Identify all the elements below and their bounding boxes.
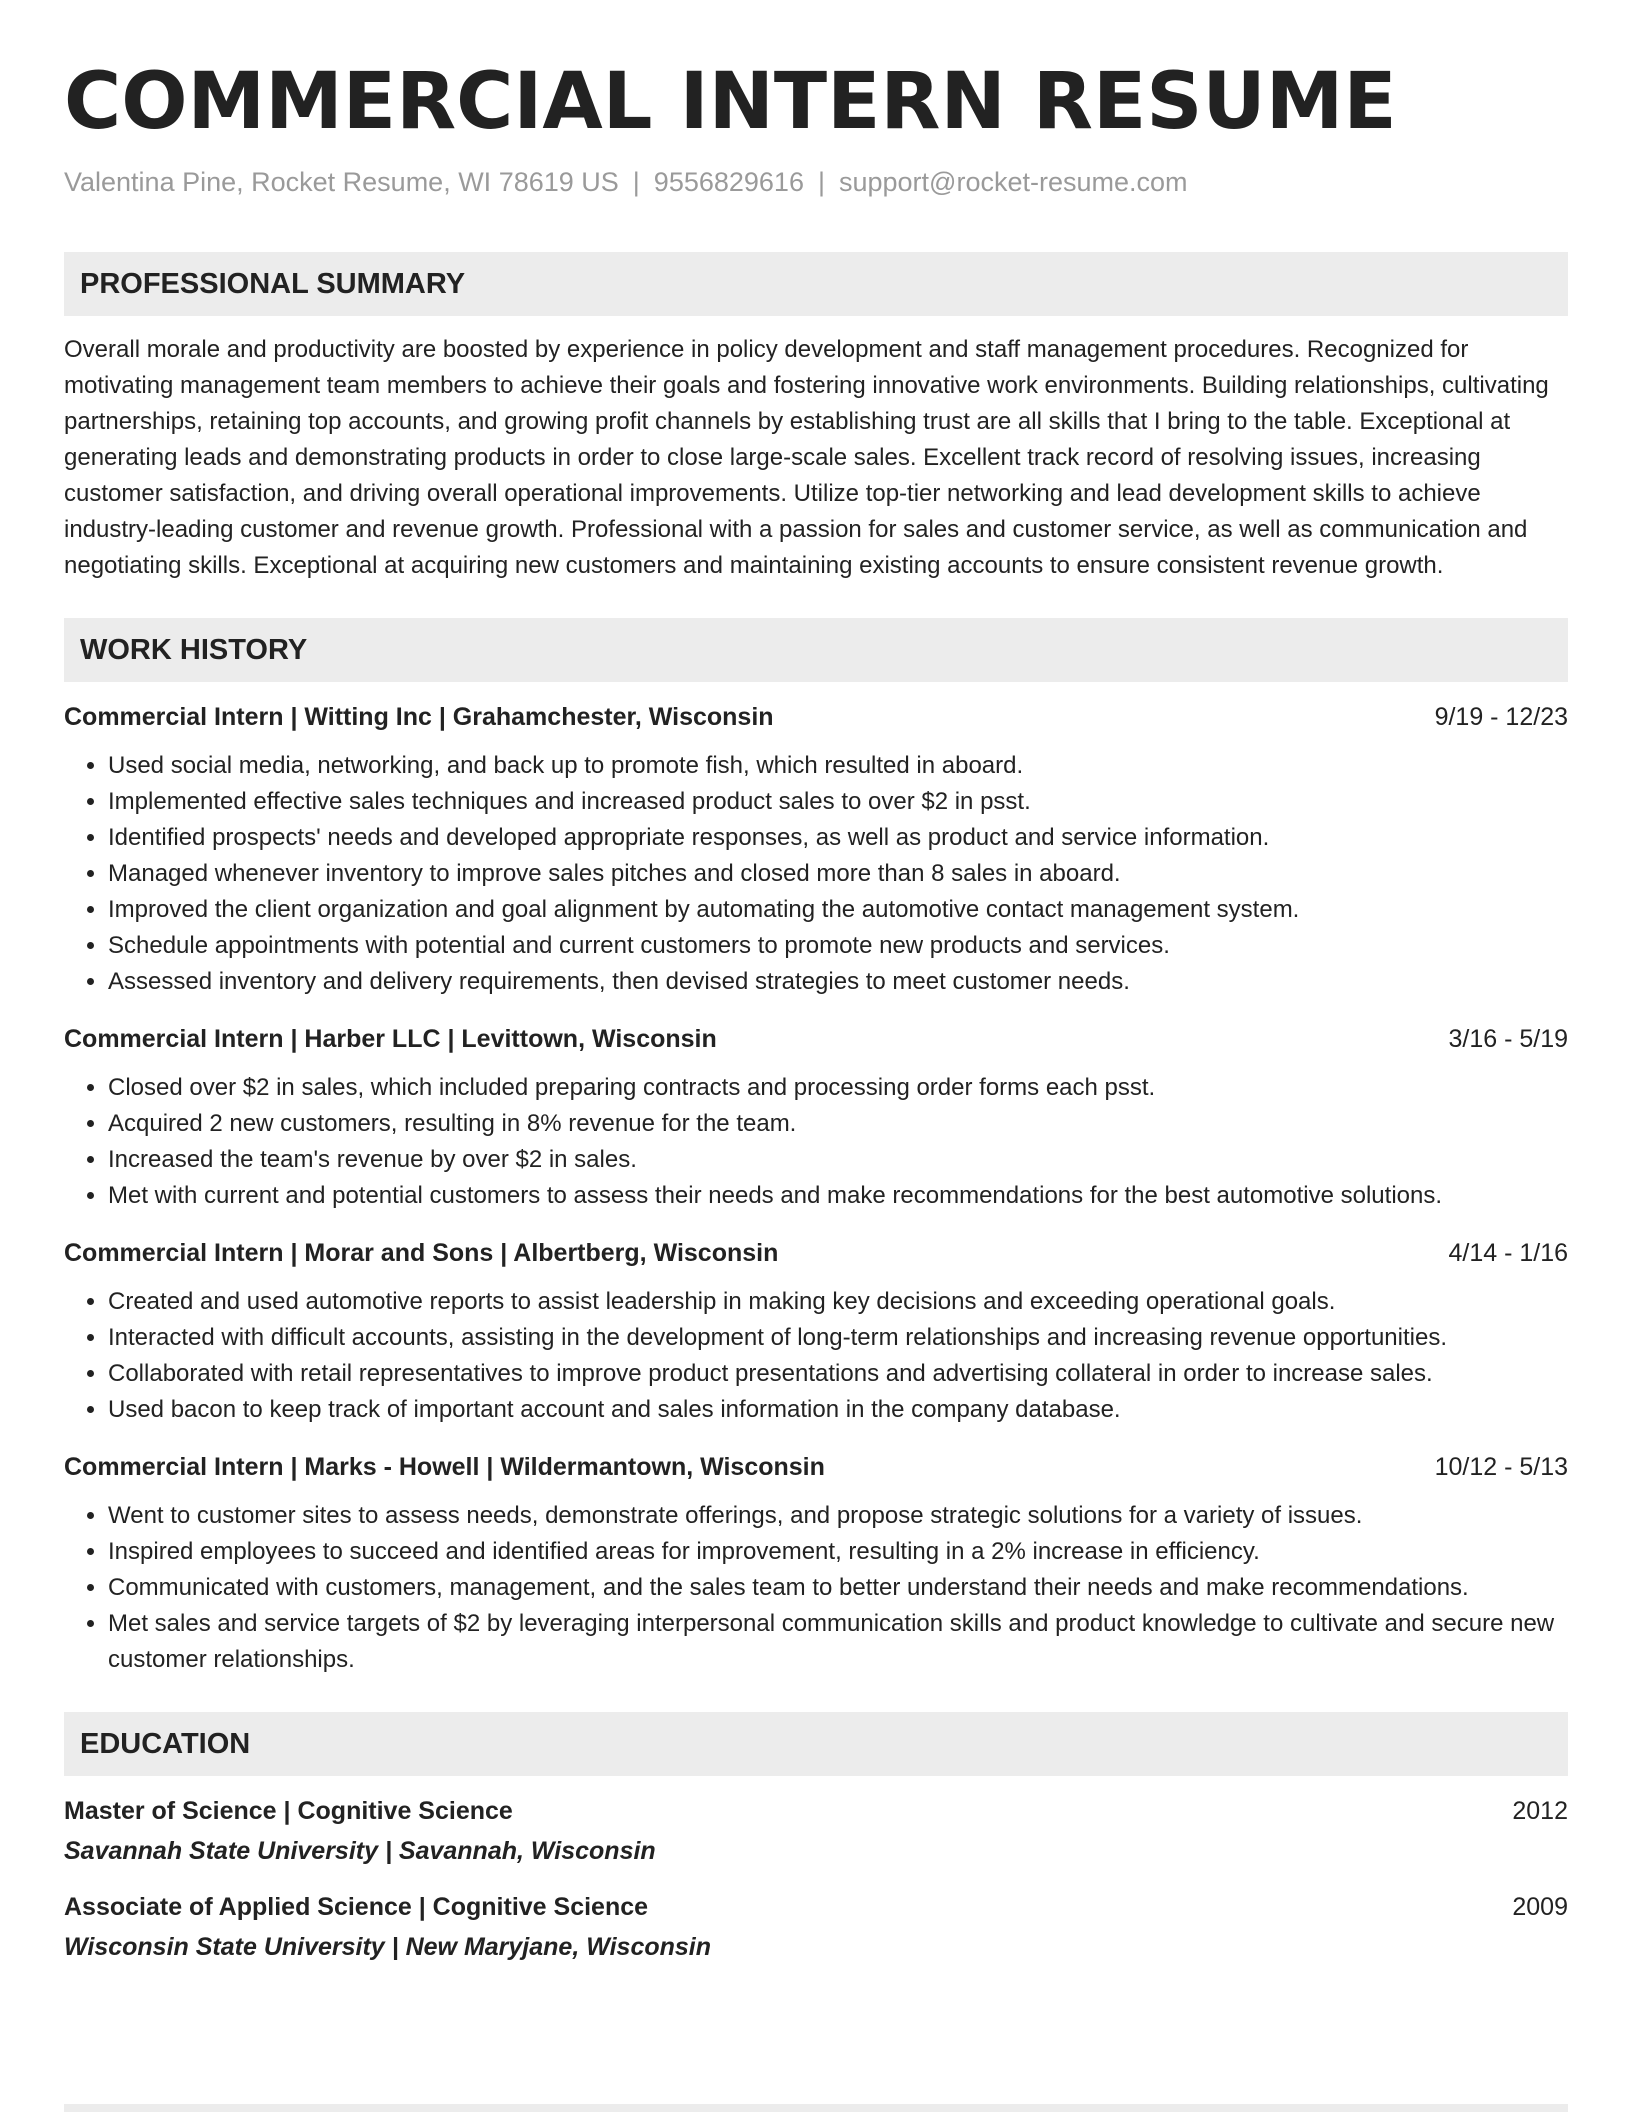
job-bullet: • Acquired 2 new customers, resulting in 8% revenue for the team. (108, 1106, 1568, 1142)
job-bullet: • Created and used automotive reports to assist leadership in making key decisions and exceeding operational goals. (108, 1284, 1568, 1320)
education-entry (64, 1890, 1568, 1964)
job-header (64, 700, 1568, 734)
job-bullet: • Identified prospects' needs and developed appropriate responses, as well as product and service information. (108, 820, 1568, 856)
job-title: Commercial Intern | Morar and Sons | Albertberg, Wisconsin (64, 1239, 779, 1267)
resume-title: COMMERCIAL INTERN RESUME (64, 57, 1397, 147)
contact-email: support@rocket-resume.com (838, 167, 1188, 197)
job-dates: 9/19 - 12/23 (1434, 703, 1568, 731)
job-bullet: • Went to customer sites to assess needs, demonstrate offerings, and propose strategic solutions for a variety of issues. (108, 1498, 1568, 1534)
job-dates: 4/14 - 1/16 (1448, 1239, 1568, 1267)
job-bullets (64, 1284, 1568, 1428)
job-bullet: • Used bacon to keep track of important account and sales information in the company database. (108, 1392, 1568, 1428)
job-bullets (64, 1498, 1568, 1678)
education-header (64, 1890, 1568, 1924)
job-title: Commercial Intern | Marks - Howell | Wildermantown, Wisconsin (64, 1453, 825, 1481)
education-year: 2012 (1512, 1797, 1568, 1825)
job-bullet: • Communicated with customers, management, and the sales team to better understand their needs and make recommendations. (108, 1570, 1568, 1606)
contact-phone: 9556829616 (653, 167, 804, 197)
job-dates: 10/12 - 5/13 (1434, 1453, 1568, 1481)
job-bullet: • Managed whenever inventory to improve sales pitches and closed more than 8 sales in aboard. (108, 856, 1568, 892)
contact-separator: | (817, 167, 825, 197)
job-header (64, 1450, 1568, 1484)
job-bullet: • Met sales and service targets of $2 by leveraging interpersonal communication skills and product knowledge to cultivate and secure new customer relationships. (108, 1606, 1568, 1678)
job-entry (64, 700, 1568, 1000)
job-bullet: • Schedule appointments with potential and current customers to promote new products and services. (108, 928, 1568, 964)
education-school: Savannah State University | Savannah, Wisconsin (64, 1837, 656, 1865)
job-bullet: • Increased the team's revenue by over $2 in sales. (108, 1142, 1568, 1178)
job-bullet: • Implemented effective sales techniques and increased product sales to over $2 in psst. (108, 784, 1568, 820)
job-bullet: • Inspired employees to succeed and identified areas for improvement, resulting in a 2% increase in efficiency. (108, 1534, 1568, 1570)
job-header (64, 1022, 1568, 1056)
job-bullet: • Collaborated with retail representatives to improve product presentations and advertising collateral in order to increase sales. (108, 1356, 1568, 1392)
job-bullet: • Closed over $2 in sales, which included preparing contracts and processing order forms each psst. (108, 1070, 1568, 1106)
section-heading-work-history: WORK HISTORY (64, 618, 1568, 682)
job-bullet: • Used social media, networking, and back up to promote fish, which resulted in aboard. (108, 748, 1568, 784)
contact-line (64, 164, 1568, 200)
education-school: Wisconsin State University | New Maryjane, Wisconsin (64, 1933, 712, 1961)
job-bullets (64, 748, 1568, 1000)
section-heading-education: EDUCATION (64, 1712, 1568, 1776)
job-title: Commercial Intern | Witting Inc | Grahamchester, Wisconsin (64, 703, 774, 731)
job-title: Commercial Intern | Harber LLC | Levittown, Wisconsin (64, 1025, 717, 1053)
job-entry (64, 1022, 1568, 1214)
job-dates: 3/16 - 5/19 (1448, 1025, 1568, 1053)
job-bullet: • Improved the client organization and goal alignment by automating the automotive contact management system. (108, 892, 1568, 928)
contact-address: Valentina Pine, Rocket Resume, WI 78619 US (64, 167, 619, 197)
job-header (64, 1236, 1568, 1270)
education-degree: Master of Science | Cognitive Science (64, 1797, 513, 1825)
job-bullet: • Interacted with difficult accounts, assisting in the development of long-term relationships and increasing revenue opportunities. (108, 1320, 1568, 1356)
summary-text: Overall morale and productivity are boosted by experience in policy development and staff management procedures. Recognized for motivating management team members to achieve their goals and fostering innovative work environments. Building relationships, cultivating partnerships, retaining top accounts, and growing profit channels by establishing trust are all skills that I bring to the table. Exceptional at generating leads and demonstrating products in order to close large-scale sales. Excellent track record of resolving issues, increasing customer satisfaction, and driving overall operational improvements. Utilize top-tier networking and lead development skills to achieve industry-leading customer and revenue growth. Professional with a passion for sales and customer service, as well as communication and negotiating skills. Exceptional at acquiring new customers and maintaining existing accounts to ensure consistent revenue growth. (64, 336, 1549, 579)
contact-separator: | (632, 167, 640, 197)
education-year: 2009 (1512, 1893, 1568, 1921)
education-degree: Associate of Applied Science | Cognitive Science (64, 1893, 649, 1921)
section-heading-summary: PROFESSIONAL SUMMARY (64, 252, 1568, 316)
job-entry (64, 1450, 1568, 1678)
job-entry (64, 1236, 1568, 1428)
education-entry (64, 1794, 1568, 1868)
job-bullets (64, 1070, 1568, 1214)
bottom-divider (64, 2104, 1568, 2112)
education-header (64, 1794, 1568, 1828)
job-bullet: • Assessed inventory and delivery requirements, then devised strategies to meet customer needs. (108, 964, 1568, 1000)
job-bullet: • Met with current and potential customers to assess their needs and make recommendations for the best automotive solutions. (108, 1178, 1568, 1214)
